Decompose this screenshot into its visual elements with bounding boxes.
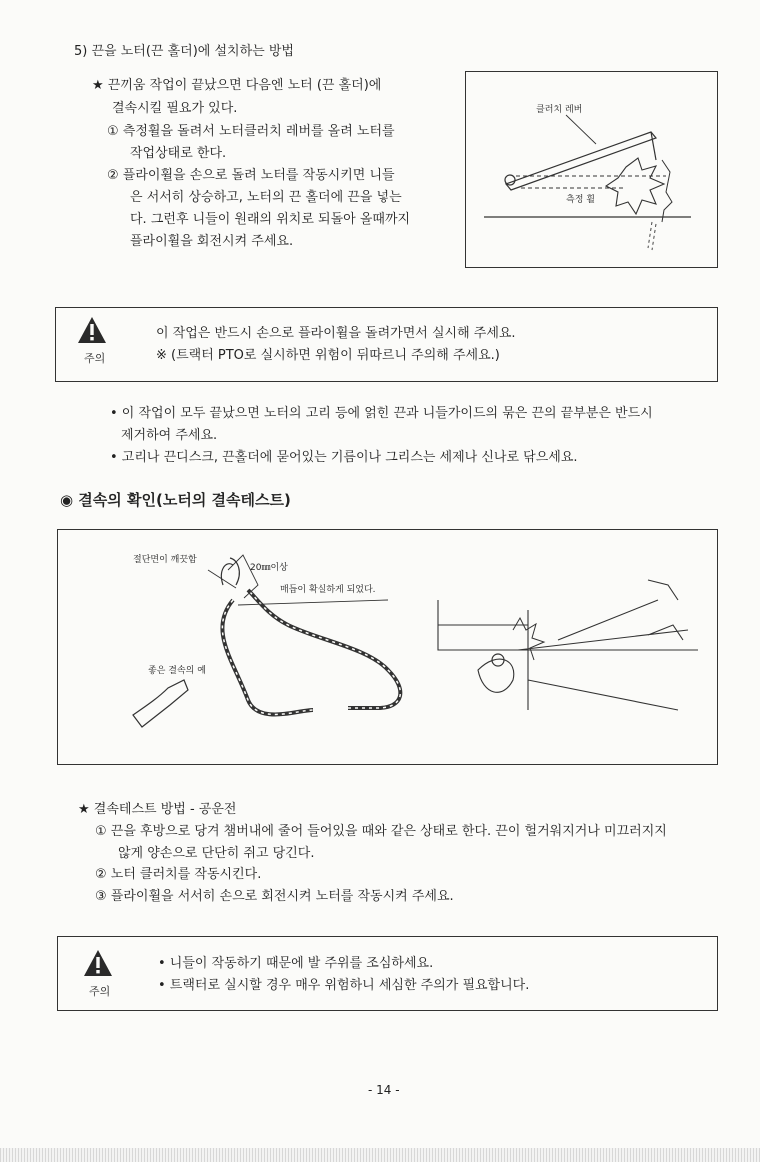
knotter-figure	[465, 71, 718, 268]
test-step: 않게 양손으로 단단히 쥐고 당긴다.	[118, 846, 315, 861]
caution-label: 주의	[89, 985, 111, 998]
caution-text: 이 작업은 반드시 손으로 플라이휠을 돌려가면서 실시해 주세요.	[156, 326, 516, 341]
warning-icon	[83, 949, 113, 977]
section-title: ◉ 결속의 확인(노터의 결속테스트)	[60, 491, 291, 509]
test-step: ② 노터 클러치를 작동시킨다.	[95, 867, 262, 882]
instruction-line: ① 측정휠을 돌려서 노터클러치 레버를 올려 노터를	[107, 124, 395, 139]
scan-edge	[0, 1148, 760, 1162]
knot-drawing	[58, 530, 717, 764]
instruction-line: 결속시킬 필요가 있다.	[112, 101, 238, 116]
good-example-label: 좋은 결속의 예	[148, 666, 206, 676]
length-label: 20㎜이상	[250, 563, 288, 573]
page-number: - 14 -	[368, 1083, 400, 1097]
caution-label: 주의	[84, 352, 106, 365]
test-heading: ★ 결속테스트 방법 - 공운전	[78, 802, 237, 817]
instruction-line: 작업상태로 한다.	[130, 146, 227, 161]
warning-icon	[77, 316, 107, 344]
knotter-drawing	[466, 72, 717, 267]
bullet-line: 제거하여 주세요.	[121, 428, 218, 443]
instruction-line: 은 서서히 상승하고, 노터의 끈 홀더에 끈을 넣는	[130, 190, 402, 205]
bullet-line: • 이 작업이 모두 끝났으면 노터의 고리 등에 얽힌 끈과 니들가이드의 묶은 끈의 끝부분은 반드시	[110, 406, 653, 421]
clutch-lever-label: 클러치 레버	[536, 105, 583, 115]
instruction-line: ★ 끈끼움 작업이 끝났으면 다음엔 노터 (끈 홀더)에	[92, 78, 382, 93]
bullet-line: • 고리나 끈디스크, 끈홀더에 묻어있는 기름이나 그리스는 세제나 신나로 닦으세요.	[110, 450, 578, 465]
caution-text: • 트랙터로 실시할 경우 매우 위험하니 세심한 주의가 필요합니다.	[158, 978, 530, 993]
caution-note: ※ (트랙터 PTO로 실시하면 위험이 뒤따르니 주의해 주세요.)	[156, 348, 500, 363]
measure-wheel-label: 측정 휠	[566, 195, 595, 205]
instruction-line: 다. 그런후 니들이 원래의 위치로 되돌아 올때까지	[130, 212, 411, 227]
instruction-line: ② 플라이휠을 손으로 돌려 노터를 작동시키면 니들	[107, 168, 395, 183]
caution-box	[57, 936, 718, 1011]
clean-cut-label: 절단면이 깨끗함	[133, 555, 197, 565]
section-heading: 5) 끈을 노터(끈 홀더)에 설치하는 방법	[74, 44, 294, 59]
caution-box	[55, 307, 718, 382]
knot-test-figure	[57, 529, 718, 765]
test-step: ① 끈을 후방으로 당겨 챔버내에 줄어 들어있을 때와 같은 상태로 한다. 끈이 헐거워지거나 미끄러지지	[95, 824, 667, 839]
instruction-line: 플라이휠을 회전시켜 주세요.	[130, 234, 294, 249]
tied-label: 매듭이 확실하게 되었다.	[280, 585, 376, 595]
caution-text: • 니들이 작동하기 때문에 발 주위를 조심하세요.	[158, 956, 434, 971]
test-step: ③ 플라이휠을 서서히 손으로 회전시켜 노터를 작동시켜 주세요.	[95, 889, 454, 904]
